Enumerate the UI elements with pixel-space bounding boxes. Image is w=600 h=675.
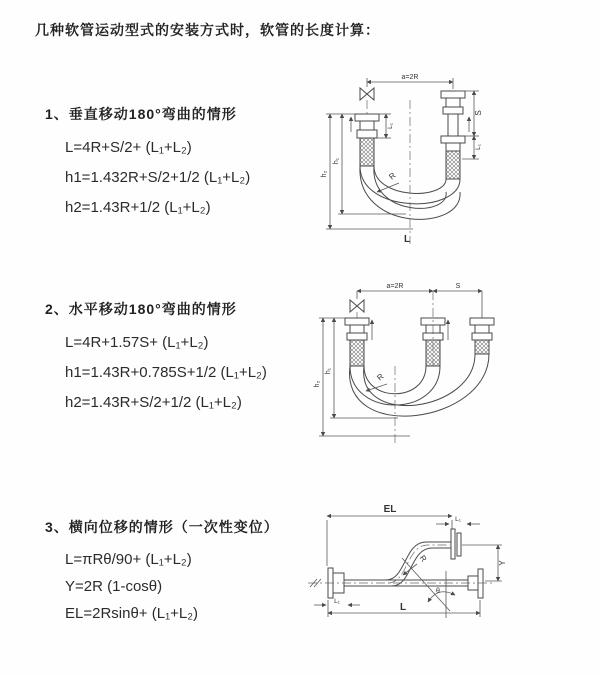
flange-fitting-left <box>355 114 379 166</box>
dim-label-h1: h₁ <box>333 157 340 165</box>
flange-right <box>478 569 483 598</box>
formula: L=4R+S/2+ (L₁+L₂) <box>65 139 192 156</box>
dim-label-a2r: a=2R <box>386 283 404 290</box>
dim-label-a2r: a=2R <box>401 74 419 81</box>
diagram-horizontal-180-bend <box>310 276 600 472</box>
dimension-l1-top <box>436 516 480 524</box>
hose-braid <box>360 138 374 166</box>
formula: h1=1.43R+0.785S+1/2 (L₁+L₂) <box>65 364 267 381</box>
dim-label-theta: θ <box>436 588 440 595</box>
dim-label-h1: h₁ <box>325 367 332 375</box>
hose-curves <box>350 354 489 416</box>
hose-braid <box>350 340 364 366</box>
dim-label-s: S <box>474 110 483 116</box>
section-2-formulas <box>65 328 315 418</box>
section-lateral-displacement <box>45 517 315 627</box>
section-2-heading: 2、水平移动180°弯曲的情形 <box>45 301 237 317</box>
dim-label-l1b: L₁ <box>475 144 482 150</box>
page-title: 几种软管运动型式的安装方式时，软管的长度计算： <box>35 22 380 38</box>
dim-label-r: R <box>375 371 386 383</box>
radius-leader <box>366 372 387 391</box>
flange-fitting-left <box>345 318 369 366</box>
radius-leader <box>403 554 429 575</box>
dim-label-h2: h₂ <box>321 170 328 178</box>
hose-s-curve <box>386 542 451 586</box>
dim-label-r: R <box>417 553 429 564</box>
flange-fitting-right <box>441 91 465 179</box>
formula: Y=2R (1-cosθ) <box>65 578 163 595</box>
formula: h2=1.43R+1/2 (L₁+L₂) <box>65 199 211 216</box>
formula: h2=1.43R+S/2+1/2 (L₁+L₂) <box>65 394 242 411</box>
valve-icon <box>360 88 374 114</box>
dimension-l1-left <box>314 598 360 605</box>
section-1-formulas <box>65 133 315 223</box>
flange-fitting-middle <box>421 318 445 366</box>
formula: h1=1.432R+S/2+1/2 (L₁+L₂) <box>65 169 251 186</box>
dimension-a2r <box>357 283 433 291</box>
dim-label-s: S <box>455 283 461 290</box>
dimension-l1-left <box>377 114 394 138</box>
dim-label-l: L <box>399 602 407 613</box>
formula: L=4R+1.57S+ (L₁+L₂) <box>65 334 209 351</box>
dim-label-y: Y <box>498 560 507 566</box>
pipe-straight <box>344 569 483 598</box>
dim-label-l1: L₁ <box>387 123 394 129</box>
dim-label-l1-top: L₁ <box>455 516 461 523</box>
section-3-formulas <box>65 546 315 627</box>
dimension-el <box>327 504 452 566</box>
dim-label-l1-left: L₁ <box>334 598 340 605</box>
section-3-heading: 3、横向位移的情形（一次性变位） <box>45 519 279 535</box>
dimension-a2r <box>367 74 453 89</box>
section-vertical-movement <box>45 104 315 223</box>
dim-label-l: L <box>403 234 411 245</box>
section-1-heading: 1、垂直移动180°弯曲的情形 <box>45 106 237 122</box>
formula: EL=2Rsinθ+ (L₁+L₂) <box>65 605 199 622</box>
dim-label-el: EL <box>383 504 397 515</box>
valve-icon <box>350 300 364 318</box>
diagram-vertical-180-bend <box>310 66 600 264</box>
hose-braid <box>426 340 440 366</box>
dim-label-h2: h₂ <box>314 380 321 388</box>
angle-theta <box>399 558 455 618</box>
flange-top <box>451 529 461 559</box>
hose-braid <box>446 151 460 179</box>
dimension-h2 <box>321 114 413 229</box>
flange-fitting-right <box>470 318 494 354</box>
section-horizontal-movement <box>45 299 315 418</box>
dim-label-r: R <box>387 170 398 182</box>
dimension-s <box>433 283 482 291</box>
hose-braid <box>475 340 489 354</box>
diagram-lateral-displacement <box>300 498 600 653</box>
formula: L=πRθ/90+ (L₁+L₂) <box>65 551 192 568</box>
dimension-l <box>328 600 480 617</box>
